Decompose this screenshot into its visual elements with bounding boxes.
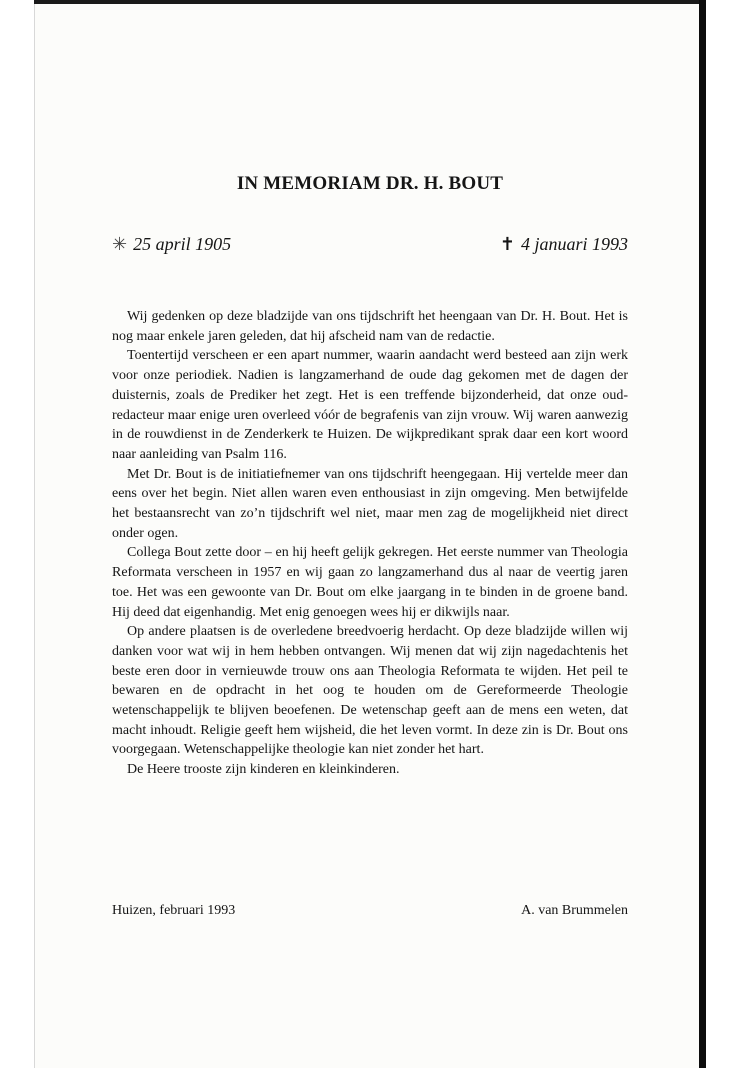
paragraph-5: Op andere plaatsen is de overledene breedvoerig herdacht. Op deze bladzijde willen wij danken voor wat wij in hem hebben ontvangen. Wij menen dat wij zijn nagedachtenis het beste eren door in vernieuwde trouw ons aan Theologia Reformata te wijden. Het peil te bewaren en de opdracht in het oog te houden om de Gereformeerde Theologie wetenschappelijk te blijven beoefenen. De wetenschap geeft aan de mens een weten, dat macht inhoudt. Religie geeft hem wijsheid, die het leven vormt. In deze zin is Dr. Bout ons voorgegaan. Wetenschappelijke theologie kan niet zonder het hart.	[112, 624, 628, 758]
birth-date-line	[112, 234, 231, 255]
memorial-body	[112, 307, 628, 780]
life-dates	[112, 234, 628, 258]
death-date-line	[500, 234, 628, 255]
paragraph-2: Toentertijd verscheen er een apart nummer, waarin aandacht werd besteed aan zijn werk voor onze periodiek. Nadien is langzamerhand de oude dag gekomen met de dagen der duisternis, zoals de Prediker het zegt. Het is een treffende bijzonderheid, dat onze oud-redacteur maar enige uren overleed vóór de begrafenis van zijn vrouw. Wij waren aanwezig in de rouwdienst in de Zenderkerk te Huizen. De wijkpredikant sprak daar een kort woord naar aanleiding van Psalm 116.	[112, 348, 628, 462]
paragraph-6: De Heere trooste zijn kinderen en kleinkinderen.	[127, 762, 400, 778]
paragraph-1: Wij gedenken op deze bladzijde van ons tijdschrift het heengaan van Dr. H. Bout. Het is nog maar enkele jaren geleden, dat hij afscheid nam van de redactie.	[112, 309, 628, 344]
paragraph-4: Collega Bout zette door – en hij heeft gelijk gekregen. Het eerste nummer van Theologia Reformata verscheen in 1957 en wij gaan zo langzamerhand dus al naar de veertig jaren toe. Het was een gewoonte van Dr. Bout om elke jaargang in te binden in de groene band. Hij deed dat eigenhandig. Met enig genoegen wees hij er dikwijls naar.	[112, 545, 628, 620]
place-and-date: Huizen, februari 1993	[112, 903, 236, 918]
birth-asterisk-icon: ✳	[112, 234, 128, 254]
page-title: IN MEMORIAM DR. H. BOUT	[236, 173, 504, 194]
scan-edge-right	[699, 0, 706, 1068]
death-cross-icon: ✝	[499, 234, 515, 254]
death-date: 4 januari 1993	[520, 234, 628, 254]
birth-date: 25 april 1905	[133, 234, 232, 254]
author-name: A. van Brummelen	[521, 903, 628, 918]
signoff	[112, 903, 628, 923]
paragraph-3: Met Dr. Bout is de initiatiefnemer van ons tijdschrift heengegaan. Hij vertelde meer dan eens over het begin. Niet allen waren even enthousiast in zijn omgeving. Men betwijfelde het bestaansrecht van zo’n tijdschrift wel niet, maar men zag de mogelijkheid niet direct onder ogen.	[112, 466, 628, 541]
